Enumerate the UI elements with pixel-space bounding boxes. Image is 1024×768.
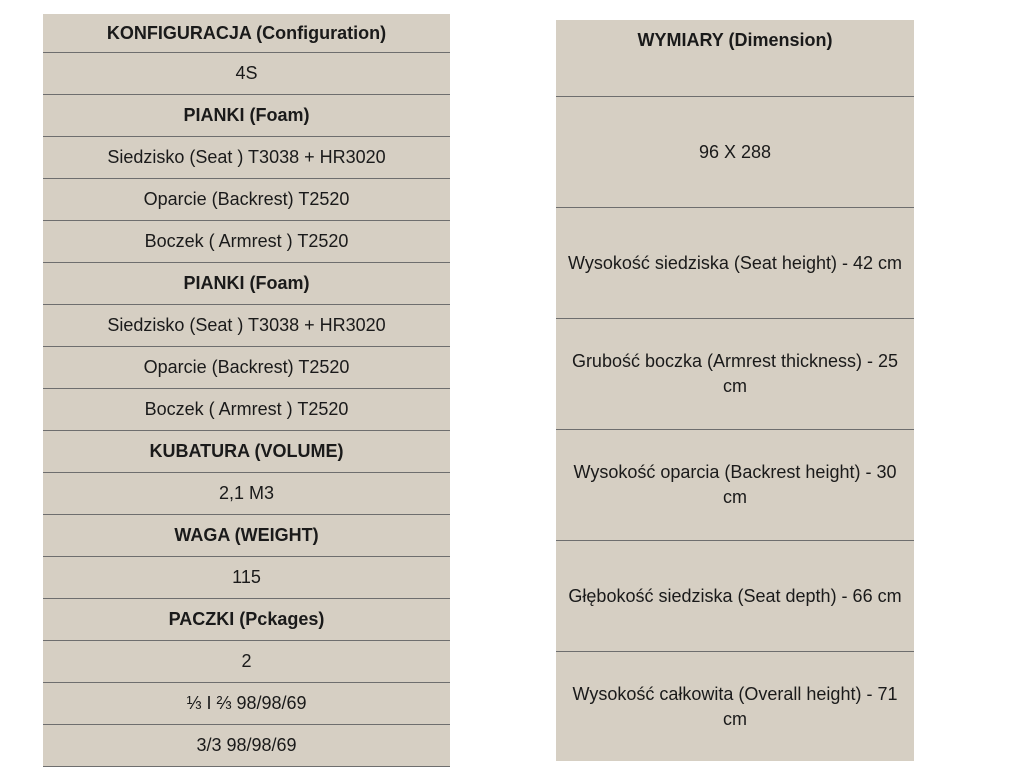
table-row xyxy=(556,97,914,208)
table-row-header-volume xyxy=(43,431,450,473)
cell-text: 4S xyxy=(235,63,258,83)
cell-text: 2,1 M3 xyxy=(218,483,275,503)
cell-text: ⅓ I ⅔ 98/98/69 xyxy=(186,693,307,713)
cell-text: Boczek ( Armrest ) T2520 xyxy=(144,231,349,251)
cell-text: Wysokość siedziska (Seat height) - 42 cm xyxy=(568,252,902,273)
table-row xyxy=(556,652,914,761)
cell-text: Wysokość całkowita (Overall height) - 71 cm xyxy=(572,683,898,729)
cell-text: PIANKI (Foam) xyxy=(183,105,310,125)
table-row-header-configuration xyxy=(43,15,450,53)
cell-text: 3/3 98/98/69 xyxy=(196,735,297,755)
cell-text: Siedzisko (Seat ) T3038 + HR3020 xyxy=(107,315,386,335)
table-row xyxy=(556,319,914,430)
table-row xyxy=(43,305,450,347)
table-row xyxy=(556,430,914,541)
table-row xyxy=(43,137,450,179)
cell-text: 96 X 288 xyxy=(698,141,772,162)
table-row xyxy=(43,725,450,767)
table-row xyxy=(43,557,450,599)
table-row xyxy=(556,208,914,319)
table-row xyxy=(43,389,450,431)
table-row xyxy=(43,473,450,515)
cell-text: Siedzisko (Seat ) T3038 + HR3020 xyxy=(107,147,386,167)
table-row xyxy=(43,641,450,683)
cell-text: Boczek ( Armrest ) T2520 xyxy=(144,399,349,419)
dimensions-table xyxy=(556,20,914,761)
table-row-header-weight xyxy=(43,515,450,557)
cell-text: Wysokość oparcia (Backrest height) - 30 cm xyxy=(573,462,897,507)
configuration-table xyxy=(43,14,450,767)
cell-text: WYMIARY (Dimension) xyxy=(637,30,833,50)
table-row xyxy=(556,541,914,652)
cell-text: Oparcie (Backrest) T2520 xyxy=(143,357,350,377)
cell-text: WAGA (WEIGHT) xyxy=(174,525,319,545)
table-row-header-dimension xyxy=(556,20,914,97)
table-row-header-foam xyxy=(43,263,450,305)
table-row xyxy=(43,221,450,263)
table-row xyxy=(43,347,450,389)
cell-text: PIANKI (Foam) xyxy=(183,273,310,293)
cell-text: Grubość boczka (Armrest thickness) - 25 cm xyxy=(571,351,899,396)
table-row xyxy=(43,683,450,725)
cell-text: Głębokość siedziska (Seat depth) - 66 cm xyxy=(568,585,902,606)
table-row xyxy=(43,179,450,221)
table-row-header-foam xyxy=(43,95,450,137)
table-row-header-packages xyxy=(43,599,450,641)
cell-text: KONFIGURACJA (Configuration) xyxy=(106,23,387,43)
table-row xyxy=(43,53,450,95)
cell-text: PACZKI (Pckages) xyxy=(168,609,325,629)
cell-text: KUBATURA (VOLUME) xyxy=(149,441,344,461)
cell-text: 2 xyxy=(241,651,252,671)
cell-text: 115 xyxy=(232,567,261,587)
cell-text: Oparcie (Backrest) T2520 xyxy=(143,189,350,209)
